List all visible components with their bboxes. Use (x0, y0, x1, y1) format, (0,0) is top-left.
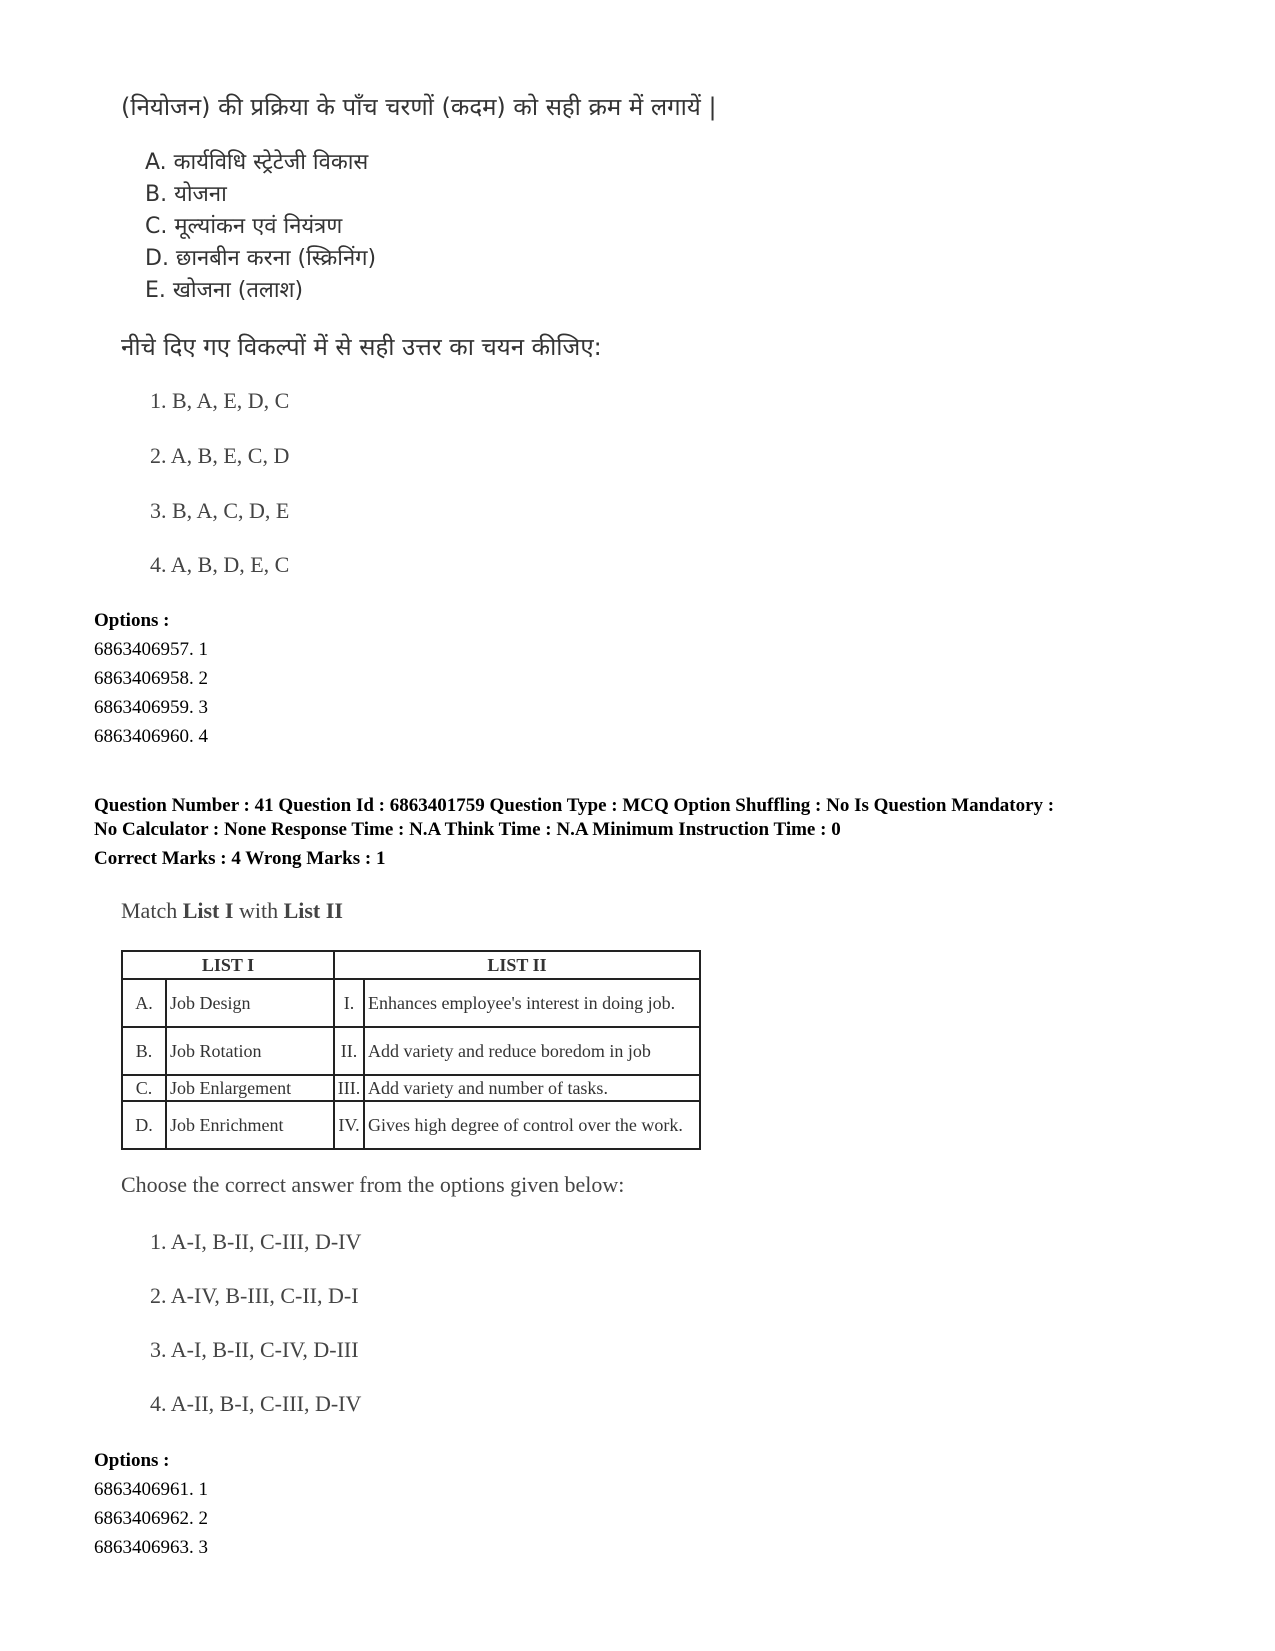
q40-choice-3: 3. B, A, C, D, E (150, 498, 290, 523)
list1-word: List I (182, 898, 234, 923)
q40-options-label: Options : (94, 610, 170, 631)
q40-option-3: 6863406959. 3 (94, 697, 208, 718)
q40-option-1: 6863406957. 1 (94, 639, 208, 660)
table-row (122, 1101, 700, 1149)
table-row (122, 979, 700, 1027)
list1-header: LIST I (122, 951, 334, 979)
q41-choice-2: 2. A-IV, B-III, C-II, D-I (150, 1283, 359, 1308)
q40-choice-2: 2. A, B, E, C, D (150, 443, 290, 468)
q40-item-d: D. छानबीन करना (स्क्रिनिंग) (145, 246, 377, 271)
q41-instruction: Choose the correct answer from the options given below: (121, 1172, 625, 1197)
q40-item-c: C. मूल्यांकन एवं नियंत्रण (145, 214, 343, 239)
list1-value: Job Enlargement (166, 1075, 334, 1101)
q41-option-1: 6863406961. 1 (94, 1479, 208, 1500)
q41-choice-3: 3. A-I, B-II, C-IV, D-III (150, 1337, 359, 1362)
list2-value: Add variety and number of tasks. (364, 1075, 700, 1101)
list1-key: B. (122, 1027, 166, 1075)
q41-marks: Correct Marks : 4 Wrong Marks : 1 (94, 848, 386, 869)
table-row (122, 1027, 700, 1075)
list1-key: C. (122, 1075, 166, 1101)
q40-item-a: A. कार्यविधि स्ट्रेटेजी विकास (145, 150, 369, 175)
list2-key: III. (334, 1075, 364, 1101)
q41-match-heading (121, 898, 343, 924)
list1-key: D. (122, 1101, 166, 1149)
list2-value: Enhances employee's interest in doing job. (364, 979, 700, 1027)
q40-item-b: B. योजना (145, 182, 227, 207)
q40-item-e: E. खोजना (तलाश) (145, 278, 304, 303)
list2-word: List II (283, 898, 343, 923)
list1-key: A. (122, 979, 166, 1027)
match-with: with (233, 898, 284, 923)
q40-intro: (नियोजन) की प्रक्रिया के पाँच चरणों (कदम) को सही क्रम में लगायें | (121, 93, 717, 121)
list1-value: Job Design (166, 979, 334, 1027)
q41-option-2: 6863406962. 2 (94, 1508, 208, 1529)
list1-value: Job Rotation (166, 1027, 334, 1075)
match-prefix: Match (121, 898, 183, 923)
q40-option-2: 6863406958. 2 (94, 668, 208, 689)
q41-meta-line1: Question Number : 41 Question Id : 6863401759 Question Type : MCQ Option Shuffling : No Is Question Mandatory : (94, 795, 1055, 816)
list1-value: Job Enrichment (166, 1101, 334, 1149)
q40-option-4: 6863406960. 4 (94, 726, 208, 747)
q41-choice-1: 1. A-I, B-II, C-III, D-IV (150, 1229, 362, 1254)
table-row (122, 1075, 700, 1101)
list2-header: LIST II (334, 951, 700, 979)
q40-choice-4: 4. A, B, D, E, C (150, 552, 290, 577)
q40-instruction: नीचे दिए गए विकल्पों में से सही उत्तर का चयन कीजिए: (121, 333, 602, 361)
match-table (121, 950, 701, 1150)
list2-value: Gives high degree of control over the work. (364, 1101, 700, 1149)
list2-key: IV. (334, 1101, 364, 1149)
q41-option-3: 6863406963. 3 (94, 1537, 208, 1558)
list2-value: Add variety and reduce boredom in job (364, 1027, 700, 1075)
list2-key: I. (334, 979, 364, 1027)
list2-key: II. (334, 1027, 364, 1075)
q41-meta-line2: No Calculator : None Response Time : N.A Think Time : N.A Minimum Instruction Time : 0 (94, 819, 841, 840)
q40-choice-1: 1. B, A, E, D, C (150, 388, 290, 413)
q41-options-label: Options : (94, 1450, 170, 1471)
q41-choice-4: 4. A-II, B-I, C-III, D-IV (150, 1391, 362, 1416)
